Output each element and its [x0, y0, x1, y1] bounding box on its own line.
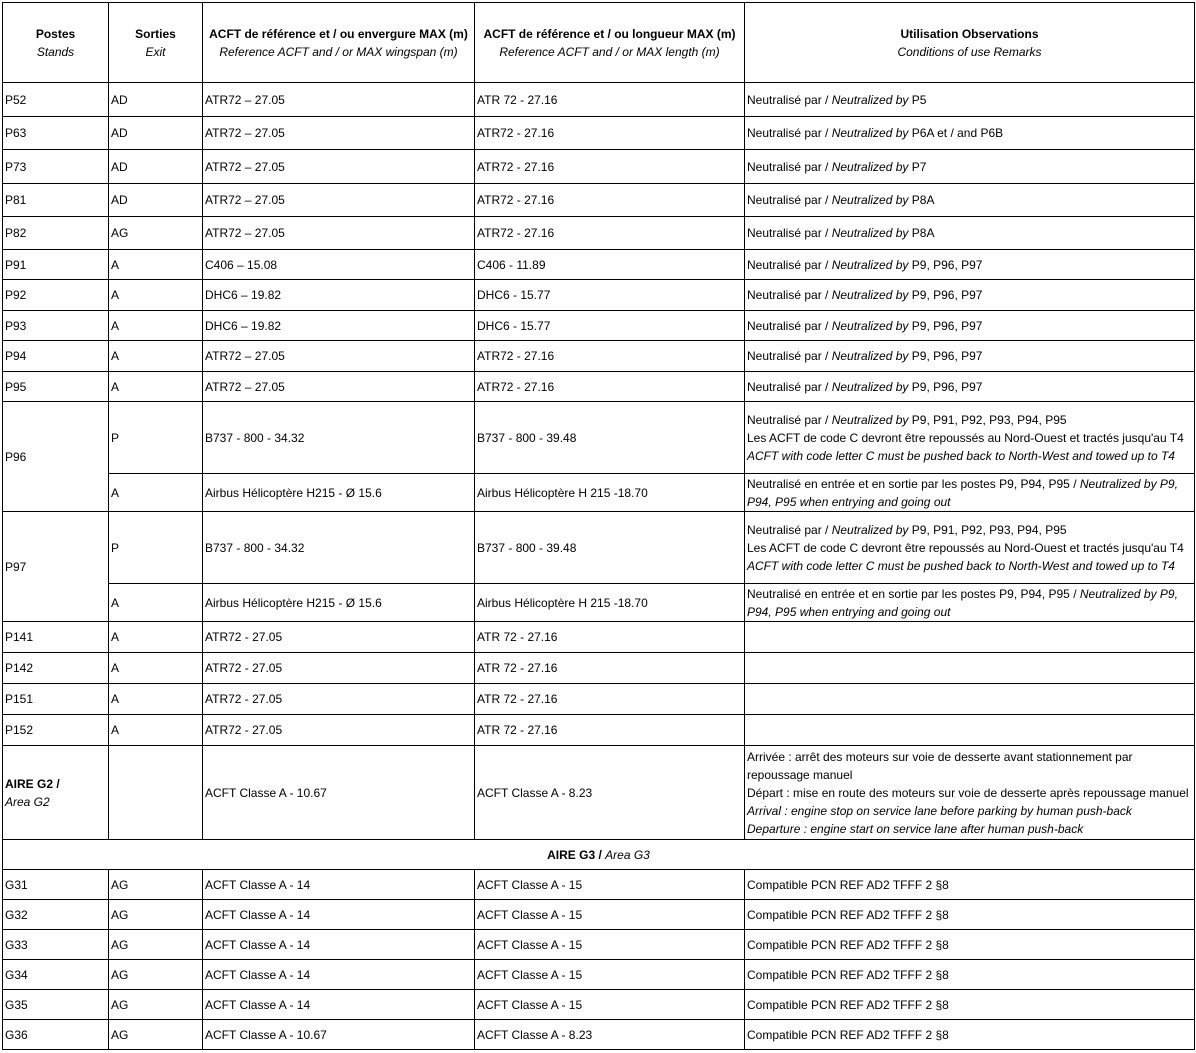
table-row [3, 83, 1195, 117]
wingspan-cell: ACFT Classe A - 14 [203, 930, 475, 960]
stand-cell: P152 [3, 715, 109, 746]
remarks-cell: Neutralisé par / Neutralized by P9, P91, P92, P93, P94, P95 Les ACFT de code C devront être repoussés au Nord-Ouest et tractés jusqu'au T4 ACFT with code letter C must be pushed back to North-West and towed up to T4 [745, 402, 1195, 474]
exit-cell: P [109, 402, 203, 474]
stand-cell: P82 [3, 217, 109, 250]
remarks-cell: Compatible PCN REF AD2 TFFF 2 §8 [745, 1020, 1195, 1050]
length-cell: ATR72 - 27.16 [475, 184, 745, 217]
exit-cell: A [109, 622, 203, 653]
remarks-cell [745, 715, 1195, 746]
header-length: ACFT de référence et / ou longueur MAX (m) Reference ACFT and / or MAX length (m) [475, 3, 745, 83]
wingspan-cell: ATR72 - 27.05 [203, 653, 475, 684]
exit-cell: AG [109, 960, 203, 990]
length-cell: B737 - 800 - 39.48 [475, 512, 745, 584]
exit-cell: AG [109, 990, 203, 1020]
exit-cell: A [109, 372, 203, 402]
remarks-cell: Neutralisé par / Neutralized by P9, P96, P97 [745, 280, 1195, 311]
header-remarks: Utilisation Observations Conditions of use Remarks [745, 3, 1195, 83]
wingspan-cell: ATR72 – 27.05 [203, 150, 475, 184]
exit-cell: AD [109, 117, 203, 150]
table-row [3, 372, 1195, 402]
table-row [3, 715, 1195, 746]
length-cell: ACFT Classe A - 15 [475, 930, 745, 960]
stand-cell: G33 [3, 930, 109, 960]
table-row [3, 653, 1195, 684]
wingspan-cell: DHC6 – 19.82 [203, 311, 475, 341]
table-row [3, 870, 1195, 900]
table-row [3, 474, 1195, 512]
stand-cell: P141 [3, 622, 109, 653]
exit-cell: AG [109, 900, 203, 930]
header-stands: Postes Stands [3, 3, 109, 83]
table-row [3, 402, 1195, 474]
stand-cell: P95 [3, 372, 109, 402]
exit-cell: A [109, 684, 203, 715]
length-cell: ACFT Classe A - 15 [475, 870, 745, 900]
table-row [3, 217, 1195, 250]
wingspan-cell: B737 - 800 - 34.32 [203, 402, 475, 474]
exit-cell: A [109, 474, 203, 512]
table-row [3, 280, 1195, 311]
remarks-cell: Neutralisé par / Neutralized by P8A [745, 184, 1195, 217]
remarks-cell: Neutralisé par / Neutralized by P7 [745, 150, 1195, 184]
exit-cell: AG [109, 870, 203, 900]
wingspan-cell: ACFT Classe A - 14 [203, 990, 475, 1020]
length-cell: ATR72 - 27.16 [475, 341, 745, 372]
table-row [3, 684, 1195, 715]
wingspan-cell: ACFT Classe A - 10.67 [203, 1020, 475, 1050]
header-row [3, 3, 1195, 83]
wingspan-cell: ATR72 – 27.05 [203, 341, 475, 372]
length-cell: ACFT Classe A - 15 [475, 960, 745, 990]
table-row [3, 311, 1195, 341]
exit-cell: AD [109, 83, 203, 117]
remarks-cell: Neutralisé par / Neutralized by P9, P91, P92, P93, P94, P95 Les ACFT de code C devront être repoussés au Nord-Ouest et tractés jusqu'au T4 ACFT with code letter C must be pushed back to North-West and towed up to T4 [745, 512, 1195, 584]
length-cell: DHC6 - 15.77 [475, 311, 745, 341]
length-cell: B737 - 800 - 39.48 [475, 402, 745, 474]
exit-cell: A [109, 250, 203, 280]
exit-cell: P [109, 512, 203, 584]
table-row [3, 930, 1195, 960]
remarks-cell: Neutralisé par / Neutralized by P9, P96, P97 [745, 311, 1195, 341]
table-row [3, 990, 1195, 1020]
length-cell: C406 - 11.89 [475, 250, 745, 280]
table-row [3, 584, 1195, 622]
length-cell: Airbus Hélicoptère H 215 -18.70 [475, 584, 745, 622]
wingspan-cell: DHC6 – 19.82 [203, 280, 475, 311]
length-cell: ATR 72 - 27.16 [475, 83, 745, 117]
wingspan-cell: ATR72 – 27.05 [203, 217, 475, 250]
table-row [3, 117, 1195, 150]
remarks-cell [745, 622, 1195, 653]
exit-cell: AD [109, 150, 203, 184]
remarks-cell [745, 684, 1195, 715]
stand-cell: P97 [3, 512, 109, 622]
exit-cell [109, 746, 203, 840]
table-row [3, 1020, 1195, 1050]
remarks-cell: Neutralisé en entrée et en sortie par les postes P9, P94, P95 / Neutralized by P9, P94, P95 when entrying and going out [745, 474, 1195, 512]
length-cell: ATR 72 - 27.16 [475, 715, 745, 746]
table-row [3, 960, 1195, 990]
exit-cell: A [109, 584, 203, 622]
stand-cell: P73 [3, 150, 109, 184]
stand-cell: P81 [3, 184, 109, 217]
length-cell: ACFT Classe A - 8.23 [475, 1020, 745, 1050]
exit-cell: AG [109, 217, 203, 250]
remarks-cell: Neutralisé par / Neutralized by P5 [745, 83, 1195, 117]
stand-cell: P151 [3, 684, 109, 715]
wingspan-cell: ATR72 - 27.05 [203, 715, 475, 746]
stand-cell: P94 [3, 341, 109, 372]
length-cell: ATR72 - 27.16 [475, 217, 745, 250]
table-row [3, 250, 1195, 280]
wingspan-cell: ACFT Classe A - 10.67 [203, 746, 475, 840]
table-row [3, 746, 1195, 840]
length-cell: ATR 72 - 27.16 [475, 622, 745, 653]
stand-cell: P92 [3, 280, 109, 311]
length-cell: ATR 72 - 27.16 [475, 653, 745, 684]
header-exit: Sorties Exit [109, 3, 203, 83]
length-cell: ACFT Classe A - 15 [475, 900, 745, 930]
stand-cell: AIRE G2 / Area G2 [3, 746, 109, 840]
stand-cell: G35 [3, 990, 109, 1020]
section-header-g3 [3, 840, 1195, 870]
wingspan-cell: Airbus Hélicoptère H215 - Ø 15.6 [203, 584, 475, 622]
stands-table [2, 2, 1195, 1050]
length-cell: ACFT Classe A - 15 [475, 990, 745, 1020]
wingspan-cell: ATR72 – 27.05 [203, 184, 475, 217]
exit-cell: AD [109, 184, 203, 217]
stand-cell: P96 [3, 402, 109, 512]
remarks-cell: Compatible PCN REF AD2 TFFF 2 §8 [745, 900, 1195, 930]
remarks-cell: Neutralisé par / Neutralized by P6A et / and P6B [745, 117, 1195, 150]
table-row [3, 622, 1195, 653]
remarks-cell [745, 653, 1195, 684]
stand-cell: P63 [3, 117, 109, 150]
remarks-cell: Compatible PCN REF AD2 TFFF 2 §8 [745, 930, 1195, 960]
wingspan-cell: ATR72 – 27.05 [203, 117, 475, 150]
exit-cell: AG [109, 1020, 203, 1050]
wingspan-cell: ATR72 - 27.05 [203, 622, 475, 653]
wingspan-cell: Airbus Hélicoptère H215 - Ø 15.6 [203, 474, 475, 512]
wingspan-cell: ACFT Classe A - 14 [203, 960, 475, 990]
wingspan-cell: ACFT Classe A - 14 [203, 900, 475, 930]
stand-cell: G34 [3, 960, 109, 990]
length-cell: ATR72 - 27.16 [475, 117, 745, 150]
table-row [3, 341, 1195, 372]
table-row [3, 150, 1195, 184]
stand-cell: P91 [3, 250, 109, 280]
remarks-cell: Compatible PCN REF AD2 TFFF 2 §8 [745, 990, 1195, 1020]
exit-cell: A [109, 715, 203, 746]
remarks-cell: Compatible PCN REF AD2 TFFF 2 §8 [745, 960, 1195, 990]
wingspan-cell: C406 – 15.08 [203, 250, 475, 280]
remarks-cell: Neutralisé par / Neutralized by P8A [745, 217, 1195, 250]
wingspan-cell: ACFT Classe A - 14 [203, 870, 475, 900]
wingspan-cell: B737 - 800 - 34.32 [203, 512, 475, 584]
remarks-cell: Neutralisé par / Neutralized by P9, P96, P97 [745, 372, 1195, 402]
exit-cell: A [109, 280, 203, 311]
stand-cell: P142 [3, 653, 109, 684]
stand-cell: P93 [3, 311, 109, 341]
exit-cell: AG [109, 930, 203, 960]
stand-cell: G31 [3, 870, 109, 900]
stand-cell: G36 [3, 1020, 109, 1050]
stand-cell: P52 [3, 83, 109, 117]
wingspan-cell: ATR72 – 27.05 [203, 83, 475, 117]
remarks-cell: Neutralisé par / Neutralized by P9, P96, P97 [745, 250, 1195, 280]
wingspan-cell: ATR72 - 27.05 [203, 684, 475, 715]
exit-cell: A [109, 311, 203, 341]
remarks-cell: Neutralisé par / Neutralized by P9, P96, P97 [745, 341, 1195, 372]
length-cell: ATR 72 - 27.16 [475, 684, 745, 715]
table-row [3, 512, 1195, 584]
exit-cell: A [109, 341, 203, 372]
section-title: AIRE G3 / Area G3 [3, 840, 1195, 870]
remarks-cell: Compatible PCN REF AD2 TFFF 2 §8 [745, 870, 1195, 900]
length-cell: ATR72 - 27.16 [475, 150, 745, 184]
exit-cell: A [109, 653, 203, 684]
header-wingspan: ACFT de référence et / ou envergure MAX (m) Reference ACFT and / or MAX wingspan (m) [203, 3, 475, 83]
stand-cell: G32 [3, 900, 109, 930]
length-cell: Airbus Hélicoptère H 215 -18.70 [475, 474, 745, 512]
remarks-cell: Arrivée : arrêt des moteurs sur voie de desserte avant stationnement par repoussage manuel Départ : mise en route des moteurs sur voie de desserte après repoussage manuel Arrival : engine stop on service lane before parking by human push-back Departure : engine start on service lane after human push-back [745, 746, 1195, 840]
table-row [3, 184, 1195, 217]
length-cell: DHC6 - 15.77 [475, 280, 745, 311]
length-cell: ATR72 - 27.16 [475, 372, 745, 402]
remarks-cell: Neutralisé en entrée et en sortie par les postes P9, P94, P95 / Neutralized by P9, P94, P95 when entrying and going out [745, 584, 1195, 622]
wingspan-cell: ATR72 – 27.05 [203, 372, 475, 402]
table-row [3, 900, 1195, 930]
length-cell: ACFT Classe A - 8.23 [475, 746, 745, 840]
